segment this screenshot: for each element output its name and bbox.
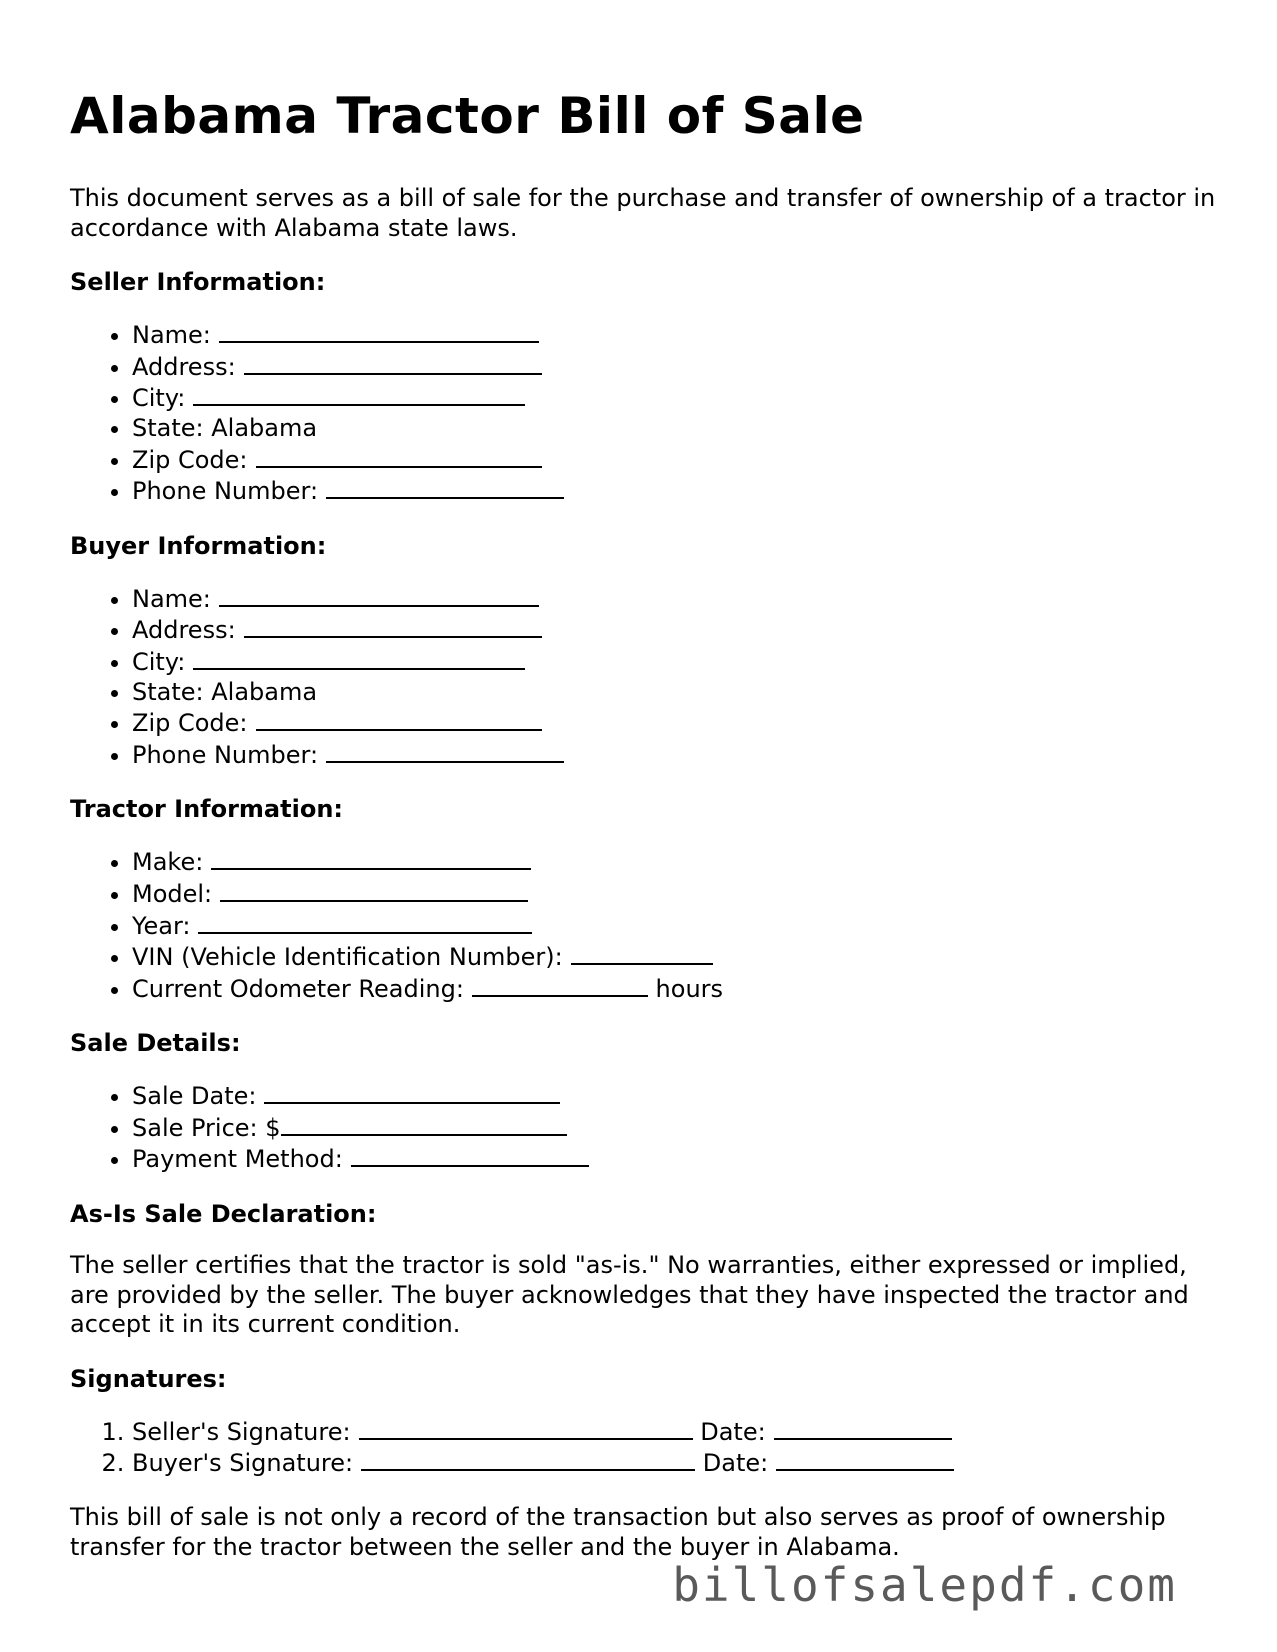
sale-payment-item: • Payment Method: [132, 1143, 1220, 1175]
buyer-name-item: • Name: [132, 583, 1220, 615]
odometer-unit: hours [655, 974, 724, 1003]
seller-phone-item: • Phone Number: [132, 475, 1220, 507]
tractor-odometer-blank [472, 973, 648, 997]
sale-payment-blank [351, 1143, 589, 1167]
tractor-make-item: • Make: [132, 846, 1220, 878]
tractor-year-item: • Year: [132, 910, 1220, 942]
document-title: Alabama Tractor Bill of Sale [70, 87, 865, 145]
tractor-odometer-item: • Current Odometer Reading: hours [132, 973, 1220, 1005]
buyer-city-blank [193, 646, 525, 670]
seller-heading: Seller Information: [70, 268, 326, 297]
tractor-model-item: • Model: [132, 878, 1220, 910]
watermark: billofsalepdf.com [672, 1558, 1177, 1612]
buyer-list [70, 583, 1220, 771]
buyer-city-item: • City: [132, 646, 1220, 678]
intro-paragraph: This document serves as a bill of sale for the purchase and transfer of ownership of a tractor in accordance with Alabama state laws. [70, 184, 1216, 242]
sale-date-blank [264, 1080, 560, 1104]
sale-date-item: • Sale Date: [132, 1080, 1220, 1112]
buyer-signature-item: 2. Buyer's Signature: Date: [132, 1447, 1220, 1479]
tractor-heading: Tractor Information: [70, 795, 343, 824]
seller-zip-item: • Zip Code: [132, 444, 1220, 476]
asis-heading: As-Is Sale Declaration: [70, 1200, 377, 1229]
buyer-zip-item: • Zip Code: [132, 707, 1220, 739]
buyer-signature-blank [361, 1447, 695, 1471]
buyer-phone-item: • Phone Number: [132, 739, 1220, 771]
seller-name-item: • Name: [132, 319, 1220, 351]
buyer-heading: Buyer Information: [70, 531, 327, 560]
tractor-vin-blank [571, 941, 713, 965]
seller-city-blank [193, 382, 525, 406]
seller-phone-blank [326, 475, 564, 499]
signatures-heading: Signatures: [70, 1364, 227, 1393]
seller-city-item: • City: [132, 382, 1220, 414]
seller-address-item: • Address: [132, 351, 1220, 383]
closing-paragraph: This bill of sale is not only a record of the transaction but also serves as proof of ownership transfer for the tractor between the seller and the buyer in Alabama. [70, 1503, 1166, 1561]
seller-zip-blank [256, 444, 542, 468]
buyer-address-blank [244, 614, 542, 638]
buyer-zip-blank [256, 707, 542, 731]
tractor-list [70, 846, 1220, 1004]
sale-heading: Sale Details: [70, 1029, 241, 1058]
sale-price-blank [281, 1112, 567, 1136]
buyer-name-blank [219, 583, 539, 607]
document [70, 86, 1220, 1562]
seller-address-blank [244, 351, 542, 375]
tractor-model-blank [220, 878, 528, 902]
seller-state-item: • State: Alabama [132, 414, 1220, 444]
buyer-address-item: • Address: [132, 614, 1220, 646]
seller-signature-date-blank [774, 1416, 952, 1440]
asis-paragraph: The seller certifies that the tractor is sold "as-is." No warranties, either expressed or implied, are provided by the seller. The buyer acknowledges that they have inspected the tractor and accept it in its current condition. [70, 1251, 1189, 1339]
signatures-list [70, 1416, 1220, 1479]
seller-name-blank [219, 319, 539, 343]
seller-list [70, 319, 1220, 507]
buyer-phone-blank [326, 739, 564, 763]
tractor-year-blank [198, 910, 532, 934]
buyer-state-item: • State: Alabama [132, 678, 1220, 708]
tractor-vin-item: • VIN (Vehicle Identification Number): [132, 941, 1220, 973]
sale-price-item: • Sale Price: $ [132, 1112, 1220, 1144]
seller-signature-item: 1. Seller's Signature: Date: [132, 1416, 1220, 1448]
buyer-signature-date-blank [776, 1447, 954, 1471]
tractor-make-blank [211, 846, 531, 870]
sale-list [70, 1080, 1220, 1175]
seller-signature-blank [359, 1416, 693, 1440]
